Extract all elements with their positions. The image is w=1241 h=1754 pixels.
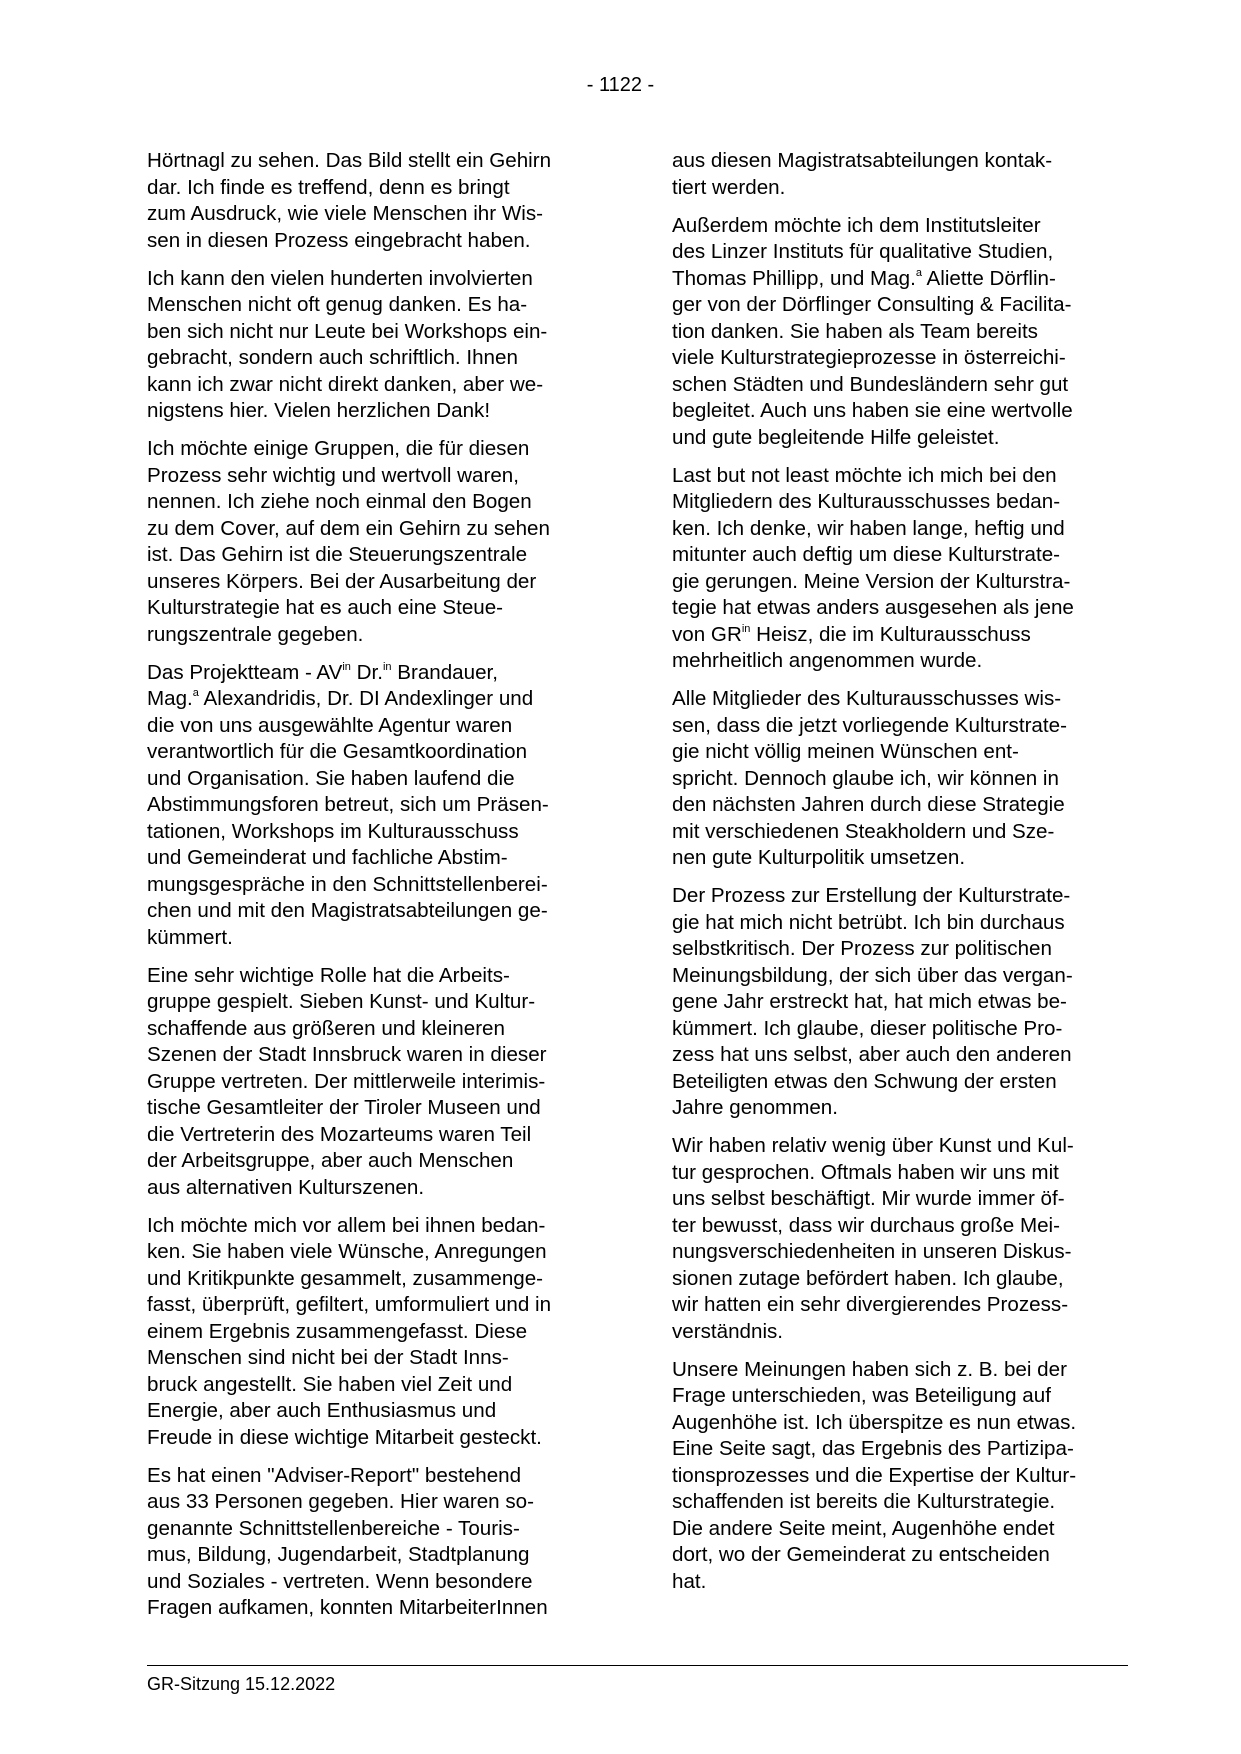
right-column [672,148,1124,1607]
superscript: in [741,622,751,635]
text-line: verständnis. [672,1319,784,1343]
text-line: aus alternativen Kulturszenen. [147,1175,425,1199]
text-line: tische Gesamtleiter der Tiroler Museen und [147,1096,541,1119]
text-line: ger von der Dörflinger Consulting & Facilita- [672,293,1072,316]
text-line: schaffenden ist bereits die Kulturstrategie. [672,1490,1056,1513]
paragraph [147,1213,599,1452]
text-line: Unsere Meinungen haben sich z. B. bei der [672,1357,1067,1381]
paragraph [147,1463,599,1622]
paragraph [672,1357,1124,1596]
text-line: Beteiligten etwas den Schwung der ersten [672,1069,1057,1093]
text-run: von GR [672,622,742,646]
text-line: begleitet. Auch uns haben sie eine wertvolle [672,399,1073,422]
text-line: die von uns ausgewählte Agentur waren [147,713,513,737]
text-run: Mag. [147,687,193,710]
text-line: Menschen sind nicht bei der Stadt Inns- [147,1346,509,1369]
text-line: Der Prozess zur Erstellung der Kulturstrate- [672,884,1071,907]
text-line [672,622,1124,649]
text-line: Jahre genommen. [672,1096,838,1119]
text-line: schaffende aus größeren und kleineren [147,1016,505,1040]
text-line: nennen. Ich ziehe noch einmal den Bogen [147,490,532,513]
text-line: Energie, aber auch Enthusiasmus und [147,1399,497,1422]
text-line: Gruppe vertreten. Der mittlerweile interimis- [147,1069,546,1093]
paragraph [672,686,1124,872]
text-line [147,686,599,713]
text-line: Meinungsbildung, der sich über das vergan- [672,963,1073,987]
text-line: gie gerungen. Meine Version der Kulturstra- [672,569,1071,593]
text-line: gebracht, sondern auch schriftlich. Ihnen [147,346,518,369]
text-line: Mitgliedern des Kulturausschusses bedan- [672,490,1061,513]
text-line: schen Städten und Bundesländern sehr gut [672,372,1069,396]
text-line: und gute begleitende Hilfe geleistet. [672,425,1000,449]
text-line: Eine Seite sagt, das Ergebnis des Partizipa- [672,1437,1074,1460]
text-line: sen in diesen Prozess eingebracht haben. [147,228,531,252]
text-line: tur gesprochen. Oftmals haben wir uns mit [672,1160,1059,1184]
paragraph [147,148,599,254]
text-line: nungsverschiedenheiten in unseren Diskus- [672,1240,1072,1263]
text-line: tion danken. Sie haben als Team bereits [672,319,1038,343]
text-line: ter bewusst, dass wir durchaus große Mei- [672,1213,1060,1237]
text-line: einem Ergebnis zusammengefasst. Diese [147,1319,528,1343]
page-number: - 1122 - [586,74,655,96]
text-line: bruck angestellt. Sie haben viel Zeit und [147,1372,513,1396]
text-run: Heisz, die im Kulturausschuss [750,622,1031,646]
text-line: kümmert. [147,925,233,949]
text-line: zum Ausdruck, wie viele Menschen ihr Wis- [147,202,543,225]
superscript: a [192,687,199,700]
superscript: a [915,266,922,279]
paragraph [672,463,1124,675]
text-line: und Kritikpunkte gesammelt, zusammenge- [147,1266,544,1290]
text-line: dort, wo der Gemeinderat zu entscheiden [672,1543,1050,1566]
text-run: Aliette Dörflin- [921,266,1056,290]
text-line: und Gemeinderat und fachliche Abstim- [147,846,508,869]
text-line: mitunter auch deftig um diese Kulturstrate- [672,543,1061,566]
paragraph [147,266,599,425]
text-line: mungsgespräche in den Schnittstellenberei- [147,872,548,896]
text-run: Das Projektteam - AV [147,660,343,684]
text-line: Ich möchte einige Gruppen, die für diesen [147,437,530,460]
text-line: tationen, Workshops im Kulturausschuss [147,819,519,843]
paragraph [672,1133,1124,1345]
text-line: Es hat einen "Adviser-Report" bestehend [147,1463,522,1487]
text-line: ist. Das Gehirn ist die Steuerungszentrale [147,543,528,566]
text-line: tiert werden. [672,175,786,199]
text-line: den nächsten Jahren durch diese Strategie [672,793,1065,816]
text-line: Außerdem möchte ich dem Institutsleiter [672,213,1041,237]
text-line: Abstimmungsforen betreut, sich um Präsen- [147,793,549,816]
text-run: Dr. [350,660,383,684]
text-line: tegie hat etwas anders ausgesehen als jene [672,596,1074,619]
text-line: nen gute Kulturpolitik umsetzen. [672,846,966,869]
text-line: uns selbst beschäftigt. Mir wurde immer öf- [672,1187,1065,1210]
text-line: Frage unterschieden, was Beteiligung auf [672,1384,1051,1407]
text-line: Augenhöhe ist. Ich überspitze es nun etwas. [672,1410,1077,1434]
text-line [147,660,599,687]
text-line: gie nicht völlig meinen Wünschen ent- [672,740,1019,763]
text-line: fasst, überprüft, gefiltert, umformuliert und in [147,1293,552,1316]
text-line: ken. Ich denke, wir haben lange, heftig und [672,516,1065,540]
paragraph [672,883,1124,1122]
text-line: kümmert. Ich glaube, dieser politische Pro- [672,1016,1063,1040]
text-line: viele Kulturstrategieprozesse in österreichi- [672,346,1066,369]
text-line: Die andere Seite meint, Augenhöhe endet [672,1516,1055,1540]
text-line: verantwortlich für die Gesamtkoordination [147,740,528,763]
text-line: der Arbeitsgruppe, aber auch Menschen [147,1149,514,1172]
text-line: dar. Ich finde es treffend, denn es bringt [147,175,510,199]
text-line: zess hat uns selbst, aber auch den anderen [672,1043,1072,1066]
text-run: Thomas Phillipp, und Mag. [672,266,916,290]
text-line: rungszentrale gegeben. [147,622,364,646]
text-line [672,266,1124,293]
text-line: sen, dass die jetzt vorliegende Kulturstrate- [672,713,1067,737]
text-line: Prozess sehr wichtig und wertvoll waren, [147,463,519,487]
text-line: ken. Sie haben viele Wünsche, Anregungen [147,1240,547,1263]
text-line: Wir haben relativ wenig über Kunst und Kul- [672,1134,1074,1157]
text-line: Szenen der Stadt Innsbruck waren in dieser [147,1043,547,1066]
text-line: Last but not least möchte ich mich bei den [672,463,1057,487]
text-line: mehrheitlich angenommen wurde. [672,649,983,672]
text-line: und Soziales - vertreten. Wenn besondere [147,1569,533,1593]
text-line: mus, Bildung, Jugendarbeit, Stadtplanung [147,1543,530,1566]
text-line: tionsprozesses und die Expertise der Kultur- [672,1463,1077,1487]
text-run: Alexandridis, Dr. DI Andexlinger und [198,687,534,710]
text-line: Fragen aufkamen, konnten MitarbeiterInnen [147,1596,548,1619]
text-line: gie hat mich nicht betrübt. Ich bin durchaus [672,910,1065,934]
text-line: wir hatten ein sehr divergierendes Prozess- [672,1293,1069,1316]
superscript: in [342,660,351,673]
text-line: Menschen nicht oft genug danken. Es ha- [147,293,528,316]
text-line: selbstkritisch. Der Prozess zur politischen [672,937,1052,960]
text-line: aus diesen Magistratsabteilungen kontak- [672,149,1053,172]
text-line: die Vertreterin des Mozarteums waren Teil [147,1122,532,1146]
paragraph [147,436,599,648]
left-column [147,148,599,1633]
text-line: Alle Mitglieder des Kulturausschusses wis- [672,687,1062,710]
text-line: kann ich zwar nicht direkt danken, aber we- [147,372,544,396]
text-line: gruppe gespielt. Sieben Kunst- und Kultur- [147,990,536,1013]
text-line: zu dem Cover, auf dem ein Gehirn zu sehen [147,516,550,540]
text-line: gene Jahr erstreckt hat, hat mich etwas be- [672,990,1067,1013]
text-line: genannte Schnittstellenbereiche - Touris- [147,1516,520,1540]
text-line: und Organisation. Sie haben laufend die [147,766,515,790]
text-line: hat. [672,1569,707,1593]
text-line: aus 33 Personen gegeben. Hier waren so- [147,1490,534,1513]
footer-divider [147,1665,1128,1666]
text-line: chen und mit den Magistratsabteilungen ge- [147,899,548,922]
text-line: mit verschiedenen Steakholdern und Sze- [672,819,1055,843]
text-line: Kulturstrategie hat es auch eine Steue- [147,596,504,619]
text-line: Ich kann den vielen hunderten involvierten [147,266,533,290]
text-line: ben sich nicht nur Leute bei Workshops ein- [147,319,548,343]
footer-text: GR-Sitzung 15.12.2022 [147,1674,336,1694]
text-line: spricht. Dennoch glaube ich, wir können in [672,766,1059,790]
text-line: Hörtnagl zu sehen. Das Bild stellt ein Gehirn [147,149,552,172]
paragraph [147,963,599,1202]
text-line: des Linzer Instituts für qualitative Studien, [672,240,1054,263]
text-line: Ich möchte mich vor allem bei ihnen bedan- [147,1213,546,1237]
paragraph [672,213,1124,452]
paragraph [147,660,599,952]
text-line: sionen zutage befördert haben. Ich glaube, [672,1266,1064,1290]
text-run: Brandauer, [391,660,498,684]
text-line: nigstens hier. Vielen herzlichen Dank! [147,399,491,422]
superscript: in [382,660,392,673]
text-line: unseres Körpers. Bei der Ausarbeitung der [147,569,537,593]
text-line: Eine sehr wichtige Rolle hat die Arbeits- [147,963,510,987]
text-line: Freude in diese wichtige Mitarbeit gesteckt. [147,1425,542,1449]
paragraph [672,148,1124,201]
